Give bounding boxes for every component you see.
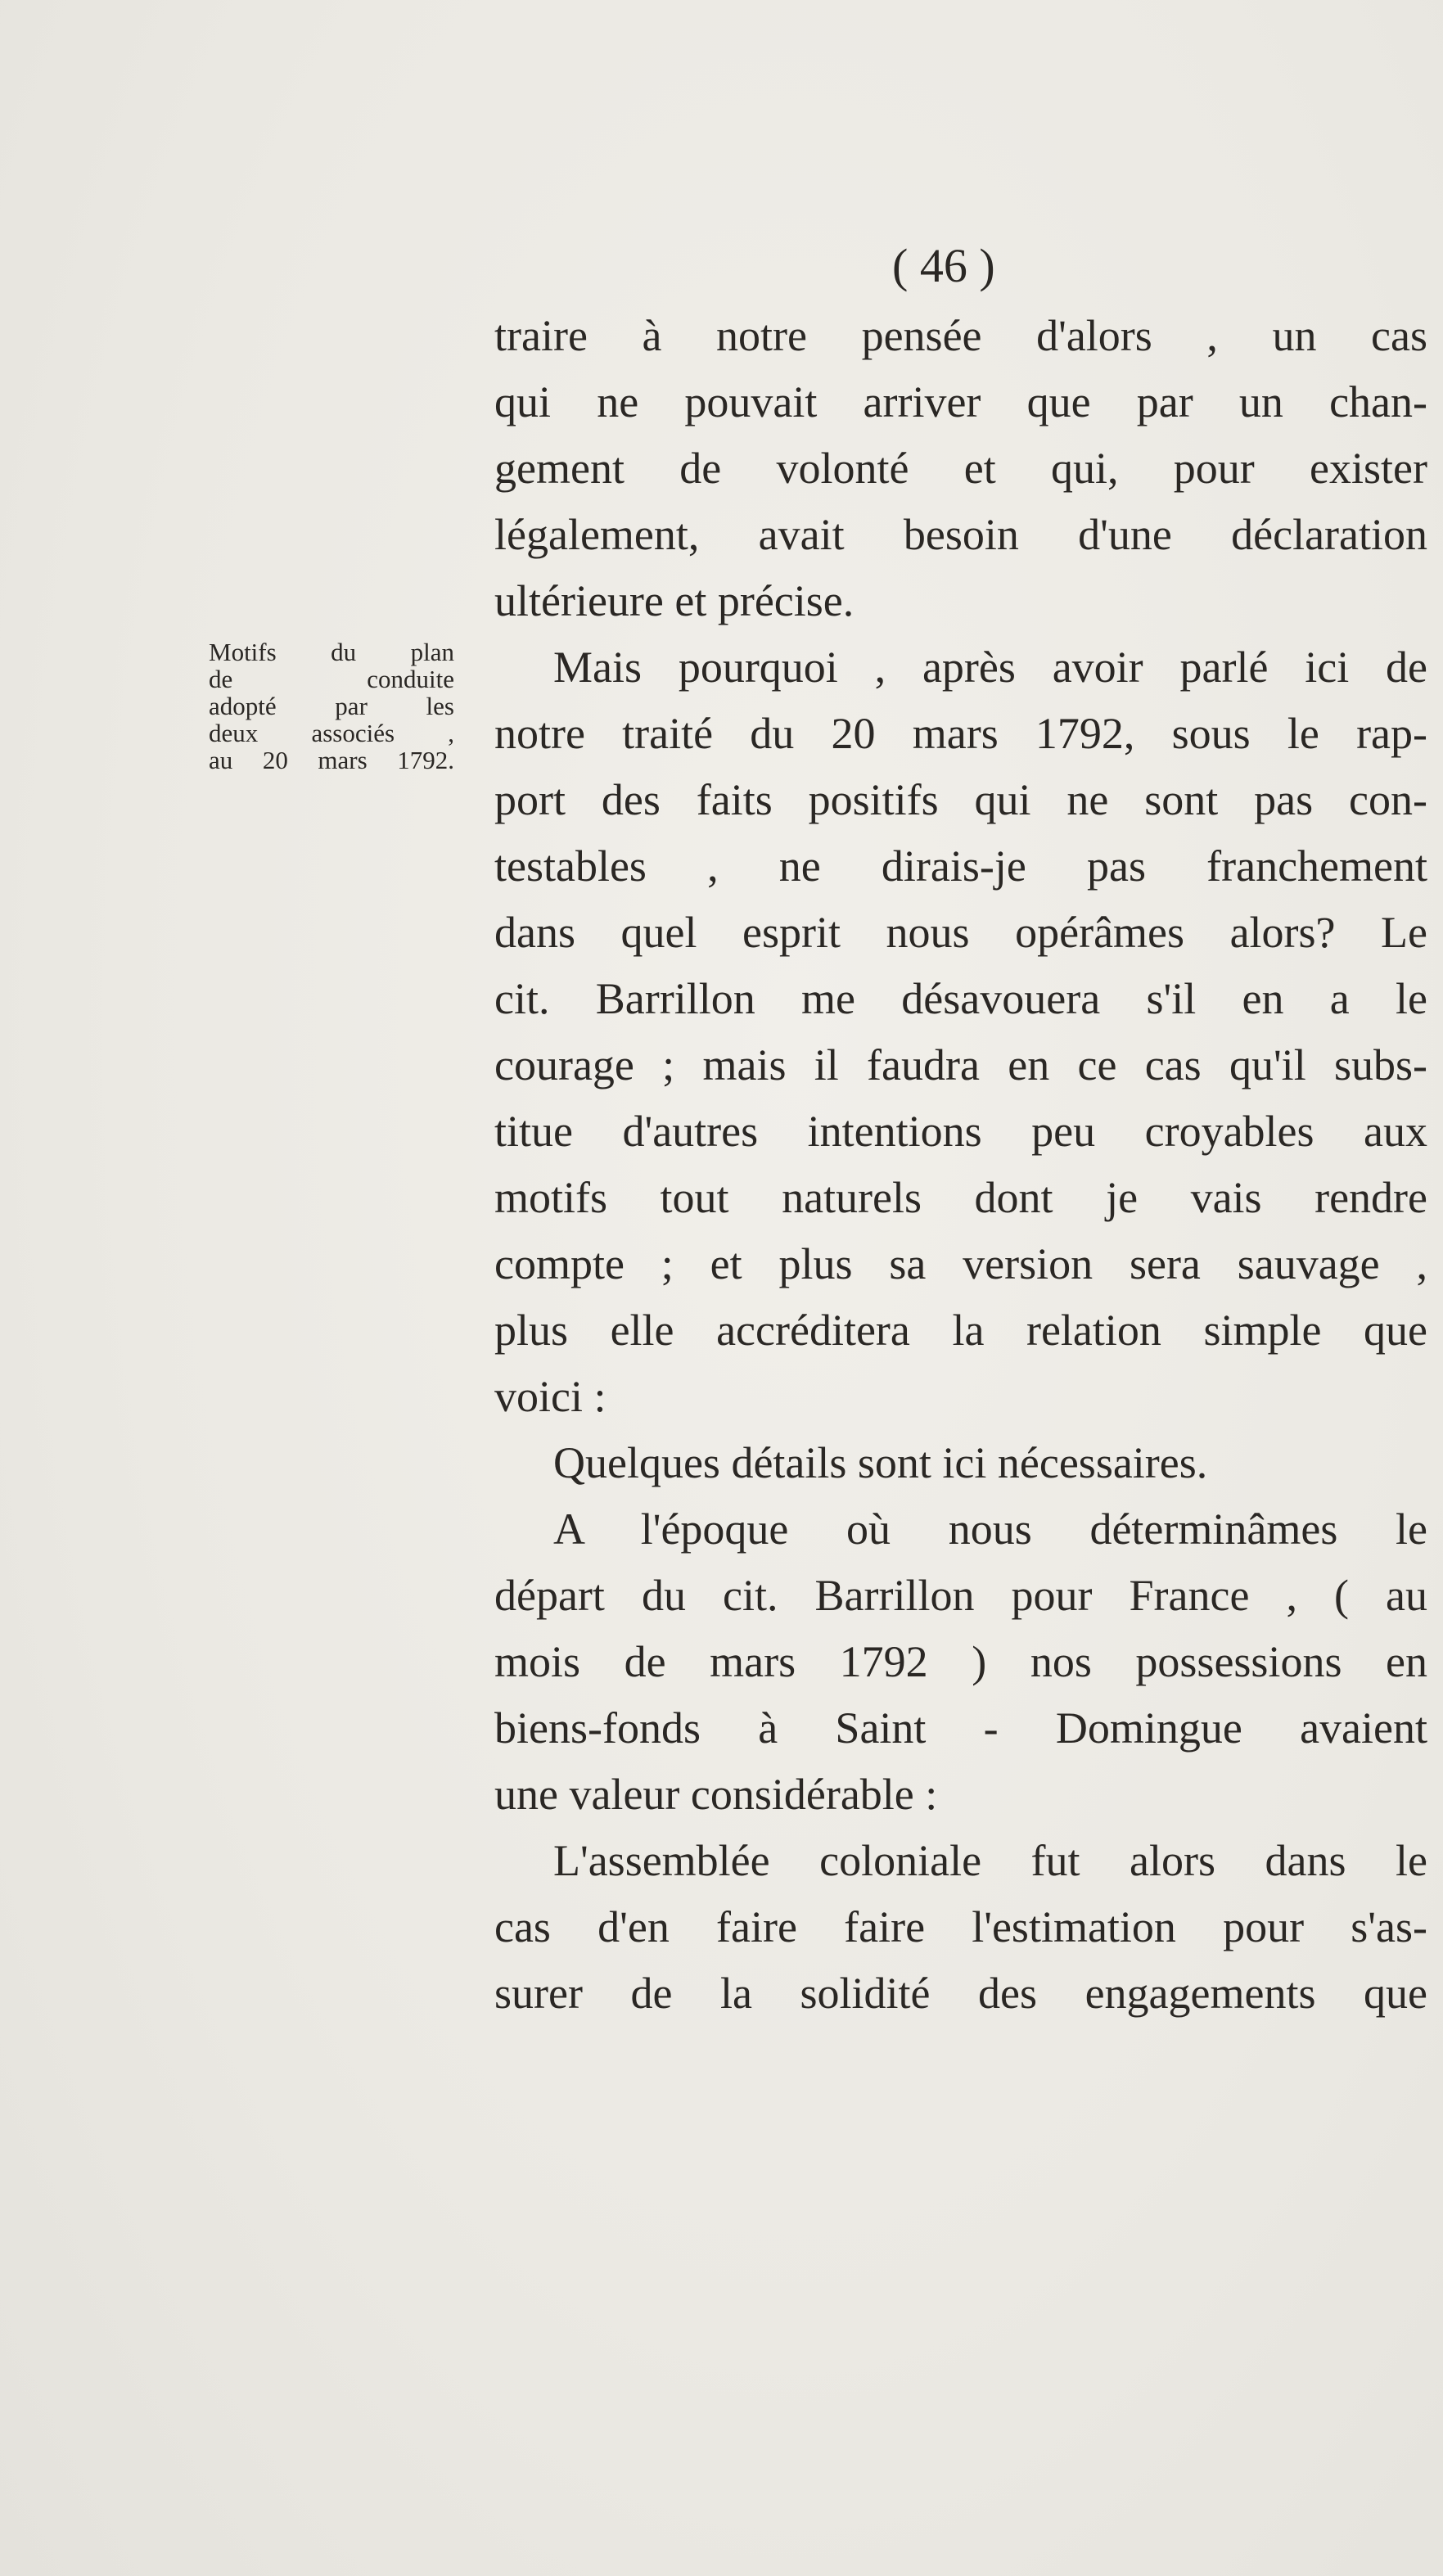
text-line: mois de mars 1792 ) nos possessions en xyxy=(494,1637,1427,1686)
margin-note-line: de conduite xyxy=(209,665,454,693)
text-line: compte ; et plus sa version sera sauvage , xyxy=(494,1239,1427,1288)
text-line: cit. Barrillon me désavouera s'il en a le xyxy=(494,974,1427,1023)
margin-note-line: adopté par les xyxy=(209,692,454,720)
text-line: ultérieure et précise. xyxy=(494,576,855,625)
text-line: départ du cit. Barrillon pour France , ( au xyxy=(494,1571,1427,1620)
margin-note xyxy=(209,638,454,774)
text-line: gement de volonté et qui, pour exister xyxy=(494,444,1427,493)
margin-note-line: deux associés , xyxy=(209,719,454,747)
text-line: cas d'en faire faire l'estimation pour s'as- xyxy=(494,1902,1427,1951)
text-line: plus elle accréditera la relation simple que xyxy=(494,1306,1427,1355)
text-line: motifs tout naturels dont je vais rendre xyxy=(494,1173,1427,1222)
text-line: surer de la solidité des engagements que xyxy=(494,1969,1427,2018)
text-line: courage ; mais il faudra en ce cas qu'il subs- xyxy=(494,1040,1427,1089)
text-line: dans quel esprit nous opérâmes alors? Le xyxy=(494,908,1427,957)
text-line: Quelques détails sont ici nécessaires. xyxy=(553,1438,1208,1487)
text-line: traire à notre pensée d'alors , un cas xyxy=(494,311,1427,360)
text-line: voici : xyxy=(494,1372,607,1421)
text-line: A l'époque où nous déterminâmes le xyxy=(553,1505,1427,1554)
text-line: une valeur considérable : xyxy=(494,1770,938,1819)
text-line: L'assemblée coloniale fut alors dans le xyxy=(553,1836,1427,1885)
text-line: testables , ne dirais-je pas franchement xyxy=(494,841,1427,891)
margin-note-line: au 20 mars 1792. xyxy=(209,746,454,774)
text-line: notre traité du 20 mars 1792, sous le rap- xyxy=(494,709,1427,758)
page-number: ( 46 ) xyxy=(892,239,995,292)
text-line: titue d'autres intentions peu croyables aux xyxy=(494,1107,1427,1156)
text-line: port des faits positifs qui ne sont pas con- xyxy=(494,775,1427,824)
text-line: qui ne pouvait arriver que par un chan- xyxy=(494,377,1427,426)
margin-note-line: Motifs du plan xyxy=(209,638,454,666)
text-line: Mais pourquoi , après avoir parlé ici de xyxy=(553,643,1427,692)
text-line: biens-fonds à Saint - Domingue avaient xyxy=(494,1703,1427,1753)
text-line: légalement, avait besoin d'une déclaration xyxy=(494,510,1427,559)
body-text xyxy=(494,303,1427,2027)
